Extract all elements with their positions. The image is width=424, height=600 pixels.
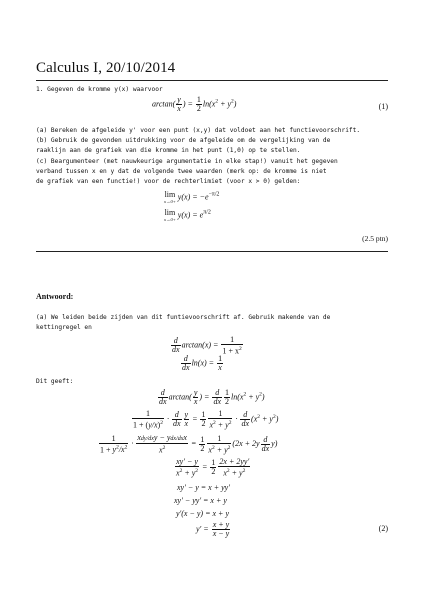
answer-a-line2: kettingregel en [36, 324, 92, 331]
question-part-b-line2: raaklijn aan de grafiek van die kromme in het punt (1,0) op te stellen. [36, 147, 301, 154]
question-part-a: (a) Bereken de afgeleide y' voor een punt (x,y) dat voldoet aan het functievoorschrift. [36, 127, 361, 134]
step-3: $\frac{1}{1 + y^2/x^2}$ · $\frac{\text{xdy/dxy − ydx/dxx}}{x^2}$ = $\frac{1}{2}$ $\frac{1}{x^2 + y^2}$ (2x + 2y $\frac{d}{dx}$ y) [100, 433, 278, 455]
section-rule [36, 251, 388, 252]
step-2: $\frac{1}{1 + (y/x)^2}$ · $\frac{d}{dx}$ $\frac{y}{x}$ = $\frac{1}{2}$ $\frac{1}{x^2 + y^2}$ · $\frac{d}{dx}$ $(x^2 + y^2)$ [133, 409, 279, 430]
step-8: y′ = $\frac{x + y}{x - y}$ [196, 520, 230, 538]
question-part-c-line3: de grafiek van een functie!) voor de rechterlimiet (voor x > 0) gelden: [36, 178, 301, 185]
dit-geeft-text: Dit geeft: [36, 378, 74, 385]
equation-1: arctan( $\frac{y}{x}$ ) = $\frac{1}{2}$ $\ln(x^2 + y^2)$ [152, 95, 237, 113]
question-part-b-line1: (b) Gebruik de gevonden uitdrukking voor de afgeleide om de vergelijking van de [36, 137, 331, 144]
rule-ln: $\frac{d}{dx}$ ln(x) = $\frac{1}{x}$ [182, 354, 223, 372]
page-title: Calculus I, 20/10/2014 [36, 60, 176, 76]
step-5: xy' − y = x + yy' [177, 483, 230, 492]
step-4: $\frac{xy' - y}{x^2 + y^2}$ = $\frac{1}{2}$ $\frac{2x + 2yy'}{x^2 + y^2}$ [176, 457, 250, 478]
rule-arctan: $\frac{d}{dx}$ arctan(x) = $\frac{1}{1 + x^2}$ [172, 335, 242, 356]
question-part-c-line1: (c) Beargumenteer (met nauwkeurige argumentatie in elke stap!) vanuit het gegeven [36, 158, 338, 165]
step-1: $\frac{d}{dx}$ arctan( $\frac{y}{x}$ ) = $\frac{d}{dx}$ $\frac{1}{2}$ $\ln(x^2 + y^2)$ [159, 388, 265, 406]
answer-heading: Antwoord: [36, 292, 74, 301]
limit-1: lim x→0+ $y(x) = -e^{-\pi/2}$ [164, 190, 220, 204]
limit-2: lim x→0+ $y(x) = e^{\pi/2}$ [164, 208, 211, 222]
title-rule [36, 80, 388, 81]
question-points: (2.5 ptn) [362, 234, 388, 243]
equation-2-number: (2) [378, 524, 388, 533]
equation-1-number: (1) [378, 102, 388, 111]
step-6: xy' − yy' = x + y [174, 496, 227, 505]
step-7: y'(x − y) = x + y [176, 509, 229, 518]
question-part-c-line2: verband tussen x en y dat de volgende twee waarden (merk op: de kromme is niet [36, 168, 327, 175]
answer-a-line1: (a) We leiden beide zijden van dit funtievoorschrift af. Gebruik makende van de [36, 314, 331, 321]
question-intro: 1. Gegeven de kromme y(x) waarvoor [36, 86, 163, 93]
